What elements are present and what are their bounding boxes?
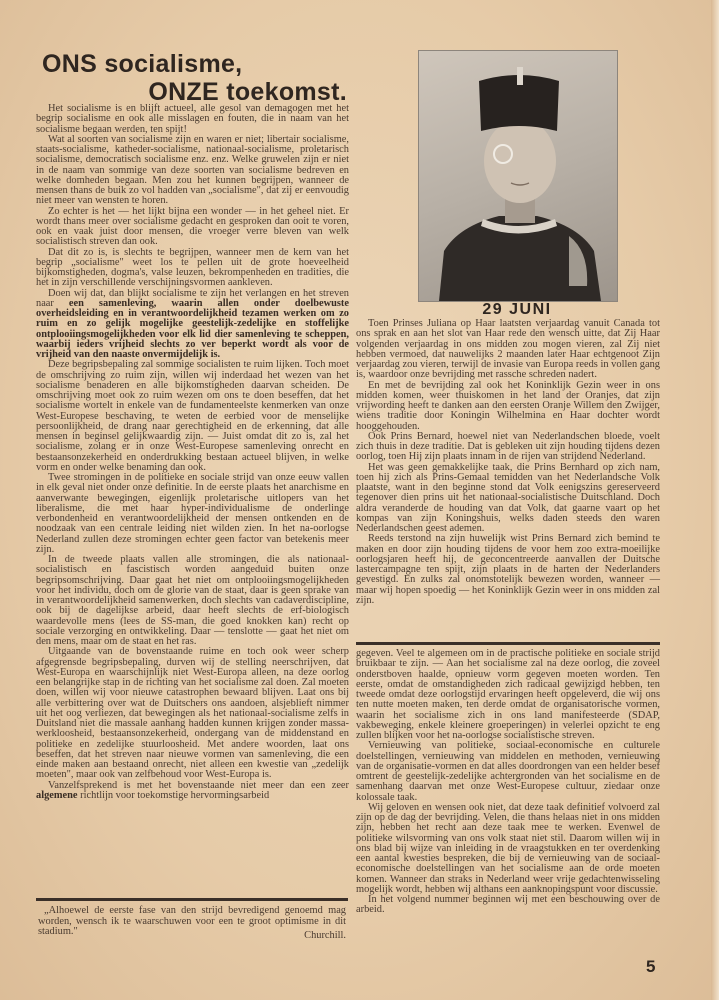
churchill-quote: „Alhoewel de eerste fase van den strijd bevredigend genoemd mag worden, wensch ik te waarschuwen voor een te groot optimisme in dit stadium." <box>38 905 346 938</box>
article-paragraph: Zo echter is het — het lijkt bijna een wonder — in het geheel niet. Er wordt thans meer over socialisme gedacht en gesproken dan ooit te voren, ook en vaak juist door mensen, die vroeger verre bleven van welk socialistisch streven dan ook. <box>36 205 349 248</box>
divider-rule <box>356 642 660 645</box>
quote-author: Churchill. <box>304 930 346 941</box>
portrait-photo <box>418 50 618 302</box>
article-paragraph: Wij geloven en wensen ook niet, dat deze taak definitief volvoerd zal zijn op de dag der bevrijding. Velen, die thans helaas niet in ons midden zijn, hebben het recht aan deze taak mee te werken. Evenwel de politieke wilsvorming van ons volk staat niet stil. Daarom willen wij in ons blad bij wijze van inleiding in de vraagstukken en ter overdenking een aantal kwesties bespreken, die bij de vernieuwing van de sociaal-economische doelstellingen van het socialisme aan de orde moeten komen. Wanneer dan straks in Nederland weer vrije gedachtenwisseling mogelijk wordt, hebben wij althans een aanknopingspunt voor discussie. <box>356 801 660 895</box>
last-intro: Vanzelfsprekend is met het bovenstaande niet meer dan een zeer <box>48 779 349 791</box>
article-left-column <box>36 104 349 801</box>
tribute-paragraph: En met de bevrijding zal ook het Koninklijk Gezin weer in ons midden komen, weer thuiskomen in het land der Oranjes, dat zijn vrijwording heeft te danken aan den eersten Oranje Willem den Zwijger, wiens traditie door Koningin Wilhelmina en Haar dochter wordt hooggehouden. <box>356 379 660 432</box>
article-paragraph: Het socialisme is en blijft actueel, alle gesol van demagogen met het begrip socialisme en ook alle misslagen en fouten, die in naam van het socialisme begaan werden, ten spijt! <box>36 103 349 135</box>
article-paragraph: Dat dit zo is, is slechts te begrijpen, wanneer men de kern van het begrip „socialisme" weet los te pellen uit de grote hoeveelheid bijkomstigheden, dogma's, valse leuzen, bekrompenheden en tradities, die het in zijn verschillende verschijningsvormen aankleven. <box>36 246 349 289</box>
article-paragraph: Vernieuwing van politieke, sociaal-economische en culturele doelstellingen, vernieuwing van middelen en methoden, vernieuwing van de organisatie-vormen en dat alles doordrongen van een helder besef omtrent de geestelijk-zedelijke achtergronden van het socialisme en de samenhang daarvan met onze West-Europese cultuur, ziedaar onze kolossale taak. <box>356 740 660 803</box>
divider-rule <box>36 898 348 901</box>
tribute-paragraph: Het was geen gemakkelijke taak, die Prins Bernhard op zich nam, toen hij zich als Prins-Gemaal temidden van het Nederlandsche Volk plaatste, want in den beginne stond dat Volk eenigszins gereserveerd tegenover dien prins uit het nationaal-socialistische Duitschland. Doch aldra veranderde de houding van dat Volk, dat gaarne vaart op het kompas van zijn Koningshuis, welks daden steeds den waren Nederlandschen geest ademen. <box>356 461 660 534</box>
article-paragraph: Deze begripsbepaling zal sommige socialisten te ruim lijken. Toch moet de omschrijving zo ruim zijn, willen wij inderdaad het wezen van het socialisme benaderen en alle bijkomstigheden daarvan scheiden. De omschrijving moet ook zo ruim wezen om ons te doen beseffen, dat het socialisme wortelt in enkele van de fundamenteelste kenmerken van onze West-Europese beschaving, te weten de eerbied voor de menselijke persoonlijkheid, de drang naar gerechtigheid en de erkenning, dat alle mensen in beginsel gelijkwaardig zijn. — Juist omdat dit zo is, zal het socialisme, zolang er in onze West-Europese samenleving onrecht en bestaansonzekerheid en onderdrukking bestaan actueel blijven, in welke vorm en onder welke benaming dan ook. <box>36 359 349 473</box>
tribute-column <box>356 319 660 606</box>
definition-bold: een samenleving, waarin allen onder doelbewuste overheidsleiding en in verantwoordelijkheid tezamen werken om zo ruim en zo gelijk mogelijke geestelijk-zedelijke en stoffelijke ontplooiingsmogelijkheden voor elk lid dier samenleving te scheppen, waarbij ieders vrijheid slechts zo ver beperkt wordt als voor de vrijheid van den naaste onvermijdelijk is. <box>36 297 349 360</box>
article-paragraph: Wat al soorten van socialisme zijn en waren er niet; libertair socialisme, staats-socialisme, katheder-socialisme, nationaal-socialisme, proletarisch socialisme, democratisch socialisme enz. enz. Welke gruwelen zijn er niet in de naam van sommige van deze soorten van socialisme bedreven en welke domheden begaan. Men zou het kunnen begrijpen, wanneer de mensen thans de buik zo vol hadden van „socialisme", dat zij er eenvoudig niet meer van wensten te horen. <box>36 133 349 207</box>
tribute-paragraph: Toen Prinses Juliana op Haar laatsten verjaardag vanuit Canada tot ons sprak en aan het slot van Haar rede den wensch uitte, dat Zij Haar volgenden verjaardag in ons midden zou mogen vieren, zal Zij niet hebben vermoed, dat nauwelijks 2 maanden later Haar echtgenoot Zijn verjaardag zou vieren, terwijl de invasie van Europa reeds in vollen gang is, waardoor onze bevrijding met rassche schreden nadert. <box>356 318 660 381</box>
last-rest: richtlijn voor toekomstige hervormingsarbeid <box>77 789 270 801</box>
article-paragraph-last <box>36 781 349 802</box>
article-paragraph: gegeven. Veel te algemeen om in de practische politieke en sociale strijd bruikbaar te zijn. — Aan het socialisme zal na deze oorlog, die zoveel onderstboven haalde, opnieuw vorm gegeven moeten worden. Ten eerste, omdat de omstandigheden zich radicaal gewijzigd hebben, ten tweede omdat deze oorlogstijd ervaringen heeft opgeleverd, die wij ons ten nutte moeten maken, ten derde omdat de organisatorische vormen, waarin het socialisme zich in ons land manifesteerde (SDAP, vakbeweging, enkele kleinere groeperingen) in velerlei opzicht te eng zullen blijken voor het na-oorlogse socialistische streven. <box>356 648 660 741</box>
article-continuation-column <box>356 649 660 916</box>
page-number: 5 <box>646 957 656 976</box>
tribute-paragraph: Ook Prins Bernard, hoewel niet van Nederlandschen bloede, voelt zich thuis in deze traditie. Dat is gebleken uit zijn houding tijdens dezen oorlog, toen Hij zijn plaats innam in de rijen van strijdend Nederland. <box>356 430 660 463</box>
definition-intro: Doen wij dat, dan blijkt socialisme te zijn het verlangen en het streven naar <box>36 287 349 309</box>
last-bold: algemene <box>36 789 78 801</box>
article-paragraph: In het volgend nummer beginnen wij met een beschouwing over de arbeid. <box>356 894 660 916</box>
article-paragraph: Twee stromingen in de politieke en sociale strijd van onze eeuw vallen in elk geval niet onder onze definitie. In de eerste plaats het anarchisme en aanverwante bewegingen, eigenlijk proletarische uitlopers van het liberalisme, die met haar hyper-individualisme de onderlinge verbondenheid en verantwoordelijkheid der mensen ontkenden en de noodzaak van een centrale leiding niet wilden zien. In het na-oorlogse Nederland zullen deze stromingen echter geen factor van betekenis meer zijn. <box>36 472 349 555</box>
definition-paragraph <box>36 289 349 361</box>
article-paragraph: Uitgaande van de bovenstaande ruime en toch ook weer scherp afgegrensde begripsbepaling, durven wij de stelling neerschrijven, dat West-Europa en waarschijnlijk niet West-Europa alleen, na deze oorlog een belangrijke stap in de richting van het socialisme zal doen. Zal moeten doen, willen wij voor nieuwe catastrophen bewaard blijven. Laat ons bij alle verbittering over wat de Duitschers ons aandoen, alsjeblieft nimmer uit het oog verliezen, dat bewegingen als het nationaal-socialisme zelfs in Duitsland niet die massale aanhang hadden kunnen krijgen zonder massa-werkloosheid, bestaansonzekerheid, ondergang van de middenstand en politieke en zedelijke stuurloosheid. Met andere woorden, laat ons beseffen, dat het streven naar nieuwe vormen van samenleving, die een einde maken aan bestaand onrecht, niet alleen een kwestie van „zedelijk moeten", maar ook van zelfbehoud voor West-Europa is. <box>36 646 349 781</box>
photo-caption: 29 JUNI <box>482 301 552 318</box>
portrait-illustration <box>419 51 617 301</box>
article-title-line-2: ONZE toekomst. <box>148 78 347 106</box>
tribute-paragraph: Reeds terstond na zijn huwelijk wist Prins Bernard zich bemind te maken en door zijn houding tijdens de voor hem zoo extra-moeilijke oorlogsjaren heeft hij, de geconcentreerde aanvallen der Duitsche lastercampagne ten spijt, zijn plaats in de harten der Nederlanders gevestigd. En zulks zal onomstotelijk bewezen worden, wanneer — maar wij hopen spoedig — het Koninklijk Gezin weer in ons midden zal zijn. <box>356 533 660 606</box>
article-title-line-1: ONS socialisme, <box>42 50 243 78</box>
article-paragraph: In de tweede plaats vallen alle stromingen, die als nationaal-socialistisch en fascistisch worden aangeduid buiten onze begripsomschrijving. Daar gaat het niet om ontplooiingsmogelijkheden voor het individu, doch om de glorie van de staat, daar is geen sprake van in verantwoordelijkheid samenwerken, doch slechts van cadaverdiscipline, ook bij de dagelijkse arbeid, daar heeft slechts de erf-biologisch waardevolle mens (lees de SS-man, die goed knokken kan) recht op sociale verzorging en ontwikkeling. Daar — tenslotte — gaat het niet om den mens, maar om de staat en het ras. <box>36 554 349 647</box>
page-edge <box>711 0 719 1000</box>
